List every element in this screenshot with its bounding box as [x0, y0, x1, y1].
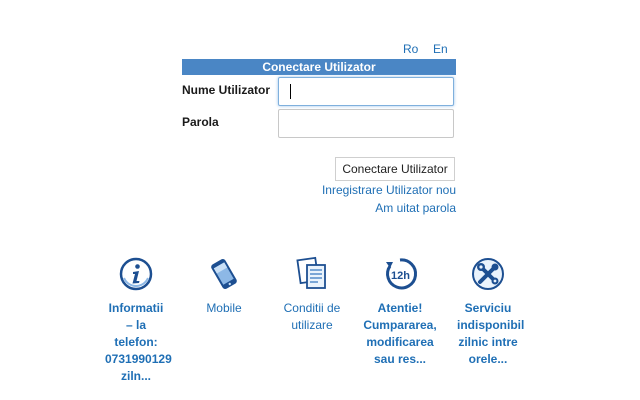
login-button[interactable]: Conectare Utilizator — [335, 157, 455, 181]
tile-mobile[interactable] — [184, 256, 264, 317]
tile-service[interactable] — [448, 256, 528, 368]
tile-attention-label: Atentie! Cumpararea, modificarea sau res... — [363, 301, 437, 366]
username-input[interactable] — [278, 77, 454, 106]
username-label: Nume Utilizator — [182, 83, 271, 97]
tile-attention[interactable] — [360, 256, 440, 368]
tile-info[interactable] — [96, 256, 176, 385]
text-cursor — [290, 84, 291, 99]
password-input[interactable] — [278, 109, 454, 138]
tile-service-label: Serviciu indisponibil zilnic intre orele... — [457, 301, 525, 366]
tile-info-label: Informatii – la telefon: 0731990129 ziln... — [105, 301, 172, 383]
documents-icon — [294, 256, 330, 292]
tile-conditions-label: Conditii de utilizare — [283, 301, 341, 332]
login-title-bar: Conectare Utilizator — [182, 59, 456, 75]
language-en-link[interactable]: En — [433, 42, 448, 56]
register-link[interactable]: Inregistrare Utilizator nou — [321, 183, 456, 197]
tools-icon — [470, 256, 506, 292]
mobile-icon — [206, 256, 242, 292]
forgot-password-link[interactable]: Am uitat parola — [375, 201, 456, 215]
language-ro-link[interactable]: Ro — [403, 42, 419, 56]
info-icon — [118, 256, 154, 292]
clock-12h-icon — [382, 256, 418, 292]
tile-mobile-label: Mobile — [206, 301, 242, 315]
tile-conditions[interactable] — [272, 256, 352, 334]
svg-text:12h: 12h — [391, 270, 410, 282]
password-label: Parola — [182, 115, 219, 129]
